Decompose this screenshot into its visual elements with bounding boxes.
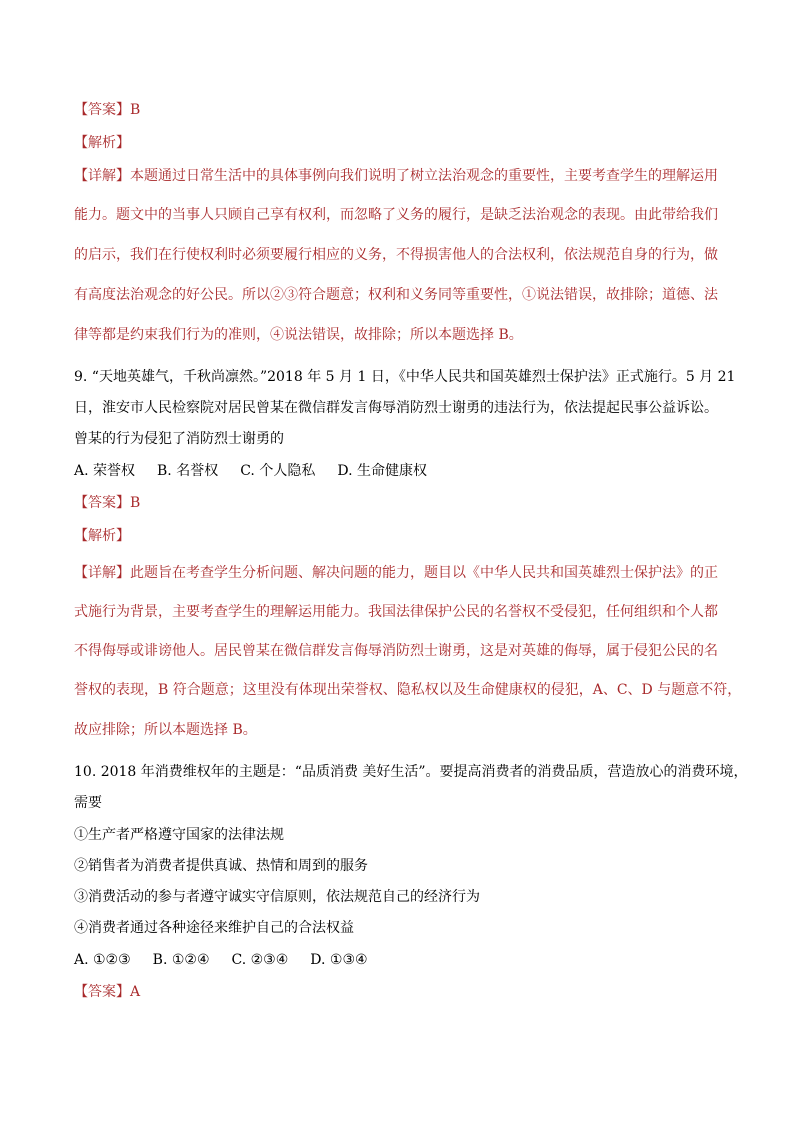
option-b: B. ①②④ — [152, 952, 210, 968]
statement-2: ②销售者为消费者提供真诚、热情和周到的服务 — [74, 858, 368, 874]
statement-4: ④消费者通过各种途径来维护自己的合法权益 — [74, 920, 354, 936]
detail-line: 式施行为背景，主要考查学生的理解运用能力。我国法律保护公民的名誉权不受侵犯，任何组织和个人都 — [74, 604, 718, 620]
question-10-line: 需要 — [74, 795, 102, 811]
detail-line: 不得侮辱或诽谤他人。居民曾某在微信群发言侮辱消防烈士谢勇，这是对英雄的侮辱，属于侵犯公民的名 — [74, 643, 718, 659]
statement-1: ①生产者严格遵守国家的法律法规 — [74, 827, 284, 843]
option-d: D. ①③④ — [310, 952, 368, 968]
answer-line-1 — [74, 100, 140, 120]
option-a: A. 荣誉权 — [74, 463, 136, 479]
question-10-line: 10. 2018 年消费维权年的主题是：“品质消费 美好生活”。要提高消费者的消费品质，营造放心的消费环境， — [74, 764, 748, 780]
detail-line: 律等都是约束我们行为的准则，④说法错误，故排除；所以本题选择 B。 — [74, 327, 523, 343]
statement-3: ③消费活动的参与者遵守诚实守信原则，依法规范自己的经济行为 — [74, 889, 480, 905]
question-9-line: 日，淮安市人民检察院对居民曾某在微信群发言侮辱消防烈士谢勇的违法行为，依法提起民事公益诉讼。 — [74, 400, 718, 416]
analysis-label-1: 【解析】 — [74, 135, 130, 151]
detail-line: 能力。题文中的当事人只顾自己享有权利，而忽略了义务的履行，是缺乏法治观念的表现。由此带给我们 — [74, 207, 718, 223]
answer-label: 【答案】 — [74, 102, 130, 118]
detail-line: 誉权的表现，B 符合题意；这里没有体现出荣誉权、隐私权以及生命健康权的侵犯，A、C、D 与题意不符， — [74, 682, 742, 698]
answer-line-9 — [74, 493, 140, 513]
option-a: A. ①②③ — [74, 952, 131, 968]
answer-value: B — [130, 102, 141, 118]
question-10-options — [74, 950, 368, 970]
question-9-line: 9. “天地英雄气，千秋尚凛然。”2018 年 5 月 1 日，《中华人民共和国英雄烈士保护法》正式施行。5 月 21 — [74, 369, 736, 385]
option-b: B. 名誉权 — [157, 463, 219, 479]
detail-line: 有高度法治观念的好公民。所以②③符合题意；权利和义务同等重要性，①说法错误，故排除；道德、法 — [74, 287, 718, 303]
detail-line: 的启示，我们在行使权利时必须要履行相应的义务，不得损害他人的合法权利，依法规范自身的行为，做 — [74, 247, 718, 263]
question-9-line: 曾某的行为侵犯了消防烈士谢勇的 — [74, 431, 284, 447]
analysis-label-9: 【解析】 — [74, 528, 130, 544]
option-d: D. 生命健康权 — [337, 463, 427, 479]
answer-value: A — [130, 984, 141, 1000]
option-c: C. 个人隐私 — [240, 463, 316, 479]
detail-label: 【详解】 — [74, 168, 130, 184]
question-9-options — [74, 461, 427, 481]
answer-value: B — [130, 495, 141, 511]
detail-line: 故应排除；所以本题选择 B。 — [74, 722, 257, 738]
detail-line: 【详解】此题旨在考查学生分析问题、解决问题的能力，题目以《中华人民共和国英雄烈士保护法》的正 — [74, 565, 718, 581]
answer-label: 【答案】 — [74, 984, 130, 1000]
detail-label: 【详解】 — [74, 565, 130, 581]
answer-line-10 — [74, 982, 140, 1002]
answer-label: 【答案】 — [74, 495, 130, 511]
detail-line: 【详解】本题通过日常生活中的具体事例向我们说明了树立法治观念的重要性，主要考查学生的理解运用 — [74, 168, 718, 184]
option-c: C. ②③④ — [231, 952, 289, 968]
